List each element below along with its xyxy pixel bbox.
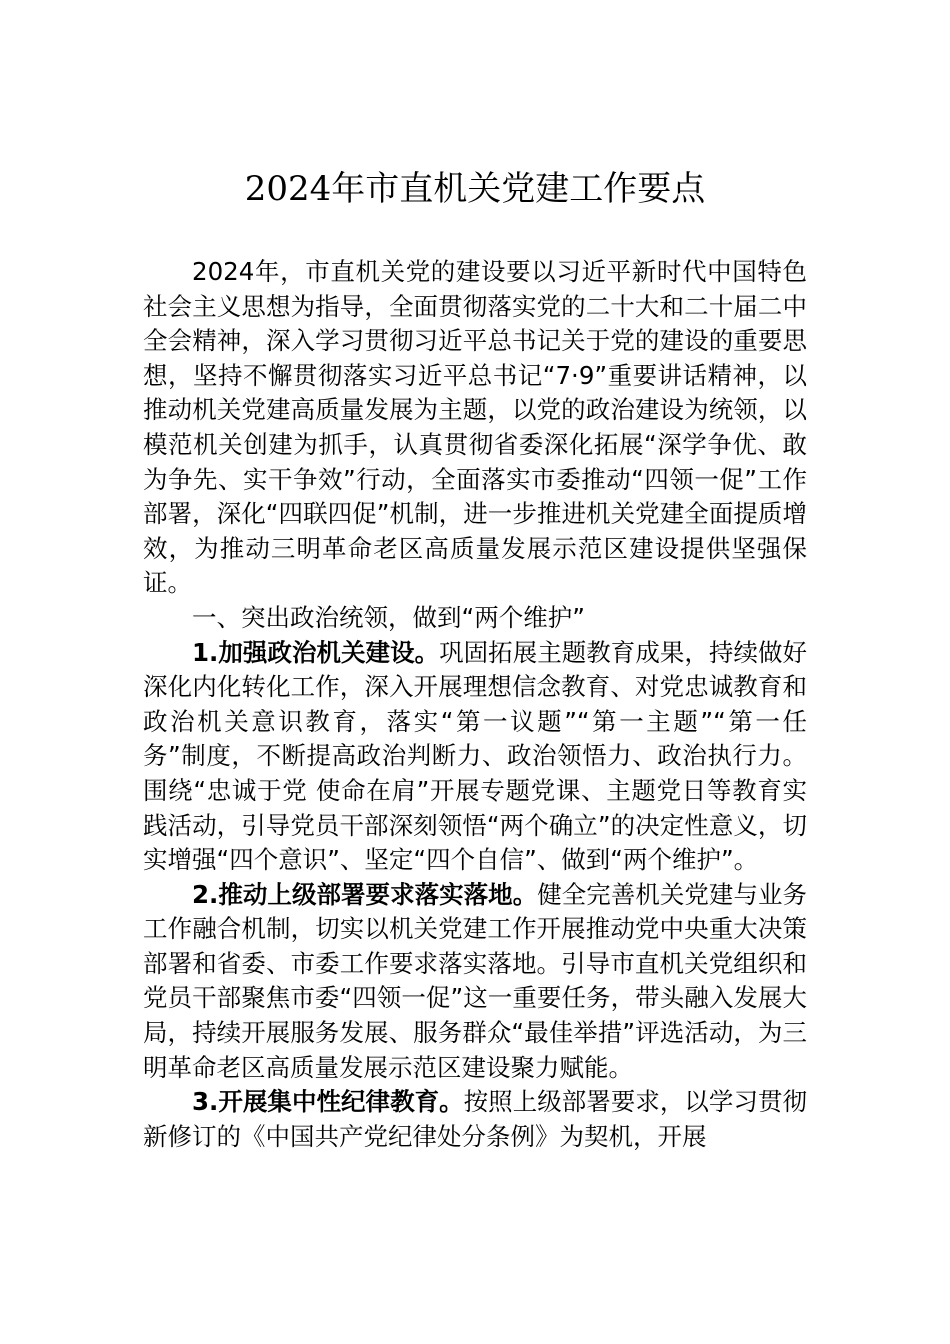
item-paragraph [143,878,807,1086]
item-text: 按照上级部署要求，以学习贯彻新修订的《中国共产党纪律处分条例》为契机，开展 [143,1087,808,1151]
item-lead: 3.开展集中性纪律教育。 [192,1087,464,1117]
section-heading: 一、突出政治统领，做到“两个维护” [192,602,585,632]
item-paragraph [143,1085,807,1154]
item-paragraph [143,636,807,878]
item-lead: 1.加强政治机关建设。 [192,637,440,667]
item-text: 健全完善机关党建与业务工作融合机制，切实以机关党建工作开展推动党中央重大决策部署和省委、市委工作要求落实落地。引导市直机关党组织和党员干部聚焦市委“四领一促”这一重要任务，带头融入发展大局，持续开展服务发展、服务群众“最佳举措”评选活动，为三明革命老区高质量发展示范区建设聚力赋能。 [143,879,808,1082]
document-title: 2024年市直机关党建工作要点 [244,169,706,209]
item-text: 巩固拓展主题教育成果，持续做好深化内化转化工作，深入开展理想信念教育、对党忠诚教育和政治机关意识教育，落实“第一议题”“第一主题”“第一任务”制度，不断提高政治判断力、政治领悟力、政治执行力。围绕“忠诚于党 使命在肩”开展专题党课、主题党日等教育实践活动，引导党员干部深刻领悟“两个确立”的决定性意义，切实增强“四个意识”、坚定“四个自信”、做到“两个维护”。 [143,637,807,875]
intro-paragraph: 2024年，市直机关党的建设要以习近平新时代中国特色社会主义思想为指导，全面贯彻落实党的二十大和二十届二中全会精神，深入学习贯彻习近平总书记关于党的建设的重要思想，坚持不懈贯彻落实习近平总书记“7·9”重要讲话精神，以推动机关党建高质量发展为主题，以党的政治建设为统领，以模范机关创建为抓手，认真贯彻省委深化拓展“深学争优、敢为争先、实干争效”行动，全面落实市委推动“四领一促”工作部署，深化“四联四促”机制，进一步推进机关党建全面提质增效，为推动三明革命老区高质量发展示范区建设提供坚强保证。 [143,257,807,598]
document-body [143,255,807,1154]
item-lead: 2.推动上级部署要求落实落地。 [192,879,538,909]
